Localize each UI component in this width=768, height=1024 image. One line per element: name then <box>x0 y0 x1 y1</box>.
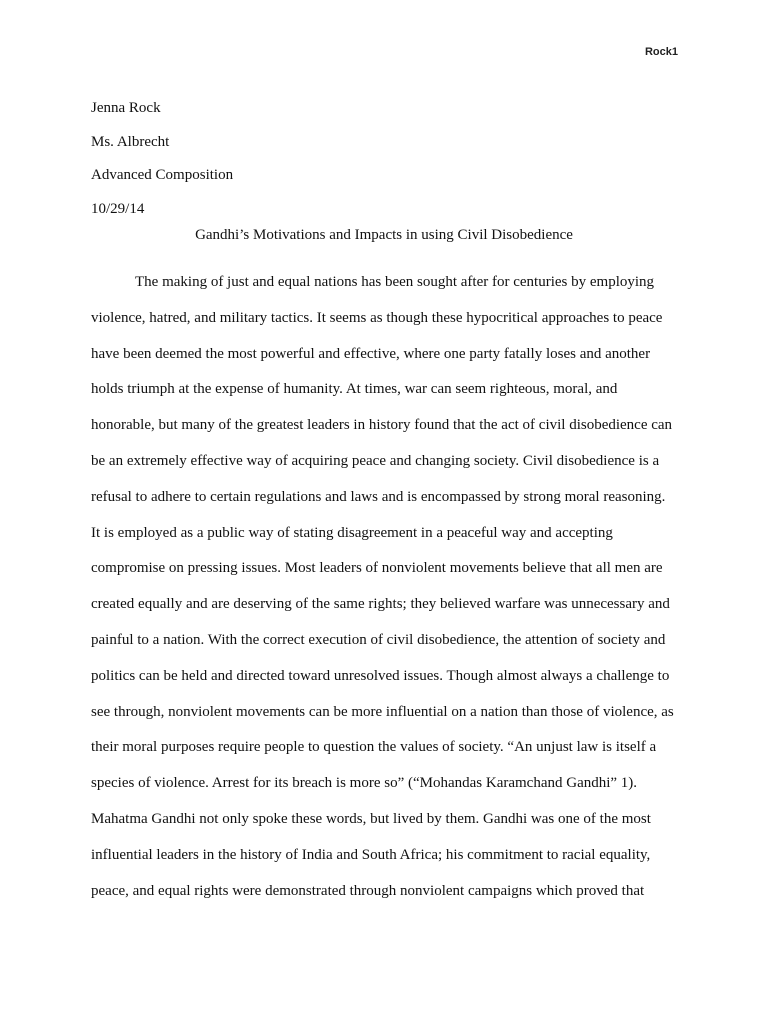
body-line: their moral purposes require people to question the values of society. “An unjust law is itself a <box>91 739 657 756</box>
instructor-name: Ms. Albrecht <box>91 133 170 150</box>
body-line: honorable, but many of the greatest leaders in history found that the act of civil disobedience can <box>91 417 673 434</box>
running-header: Rock1 <box>644 46 678 58</box>
body-line: refusal to adhere to certain regulations and laws and is encompassed by strong moral reasoning. <box>91 488 666 505</box>
body-line: painful to a nation. With the correct execution of civil disobedience, the attention of society and <box>91 631 666 648</box>
body-line: compromise on pressing issues. Most leaders of nonviolent movements believe that all men are <box>91 560 663 577</box>
body-line: have been deemed the most powerful and effective, where one party fatally loses and another <box>91 345 651 362</box>
body-line: created equally and are deserving of the same rights; they believed warfare was unnecessary and <box>91 596 670 613</box>
body-line: species of violence. Arrest for its breach is more so” (“Mohandas Karamchand Gandhi” 1). <box>91 775 638 792</box>
body-line: peace, and equal rights were demonstrated through nonviolent campaigns which proved that <box>91 882 645 899</box>
essay-body <box>91 265 681 909</box>
body-line: violence, hatred, and military tactics. It seems as though these hypocritical approaches to peace <box>91 309 663 326</box>
body-line: Mahatma Gandhi not only spoke these words, but lived by them. Gandhi was one of the most <box>91 810 651 827</box>
essay-title: Gandhi’s Motivations and Impacts in using Civil Disobedience <box>195 227 573 243</box>
mla-heading <box>91 92 233 226</box>
body-line: It is employed as a public way of stating disagreement in a peaceful way and accepting <box>91 524 613 541</box>
body-line: politics can be held and directed toward unresolved issues. Though almost always a challenge to <box>91 667 670 684</box>
course-name: Advanced Composition <box>91 167 234 183</box>
body-line: influential leaders in the history of India and South Africa; his commitment to racial equality, <box>91 846 651 863</box>
document-date: 10/29/14 <box>91 200 145 217</box>
body-line: see through, nonviolent movements can be more influential on a nation than those of violence, as <box>91 703 674 720</box>
body-line: holds triumph at the expense of humanity. At times, war can seem righteous, moral, and <box>91 381 618 398</box>
body-line: be an extremely effective way of acquiring peace and changing society. Civil disobedience is a <box>91 452 660 469</box>
body-line: The making of just and equal nations has been sought after for centuries by employing <box>135 274 655 290</box>
student-name: Jenna Rock <box>91 100 161 116</box>
